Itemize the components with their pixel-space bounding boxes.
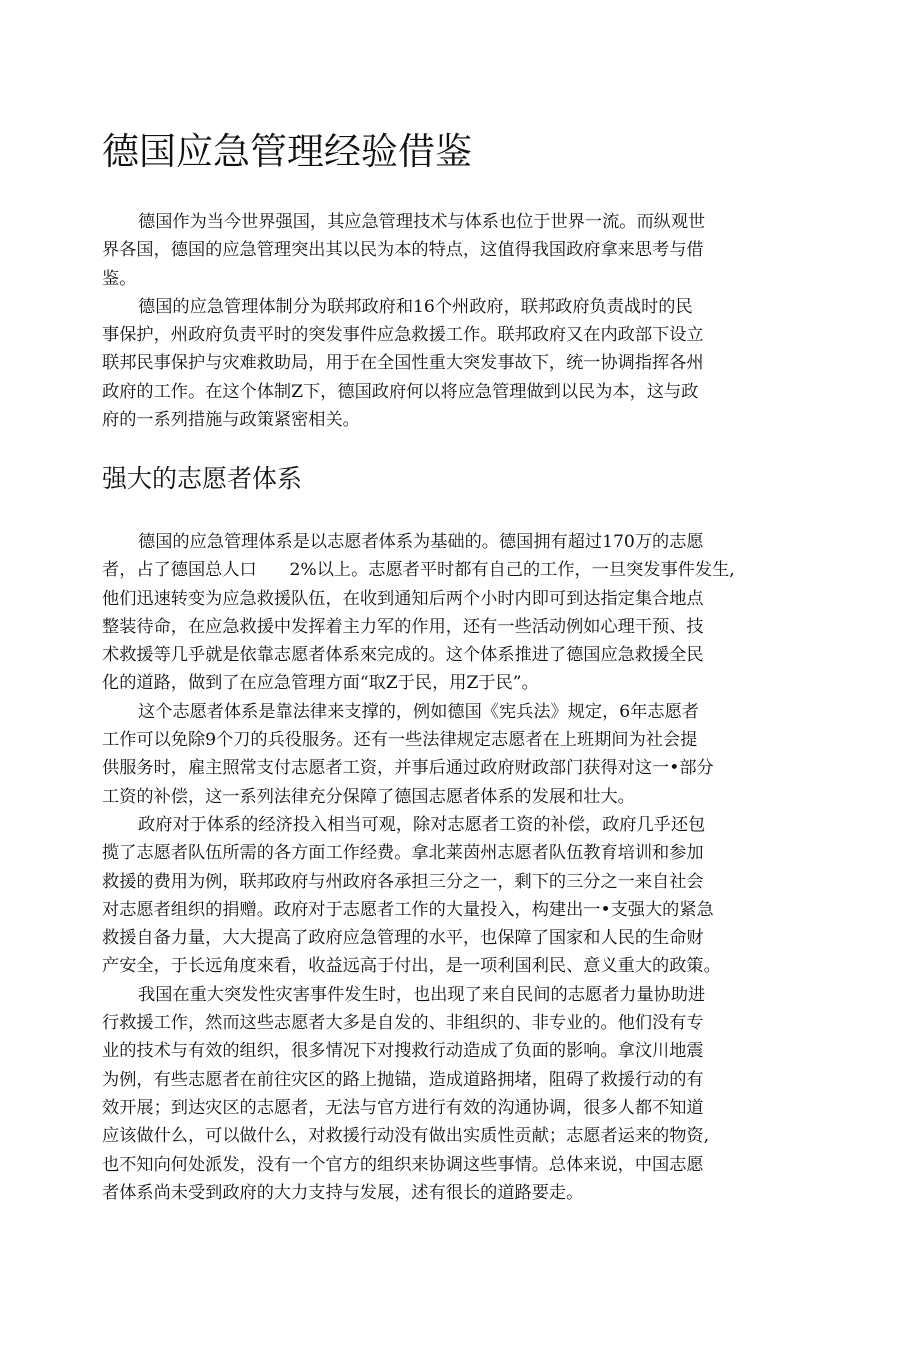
text-line: 工资的补偿，这一系列法律充分保障了德国志愿者体系的发展和壮大。 [102, 786, 635, 807]
text-line: 供服务时，雇主照常支付志愿者工资，并事后通过政府财政部门获得对这一•部分 [102, 758, 714, 779]
text-line: 化的道路，做到了在应急管理方面“取Z于民，用Z于民”。 [102, 673, 539, 694]
section1-paragraph-2 [102, 698, 818, 811]
text-line: 德国的应急管理体制分为联邦政府和16个州政府，联邦政府负责战时的民 [138, 296, 693, 317]
section1-paragraph-4 [102, 981, 818, 1207]
text-line: 整装待命，在应急救援中发挥着主力军的作用，还有一些活动例如心理干预、技 [102, 616, 704, 637]
text-line: 德国的应急管理体系是以志愿者体系为基础的。德国拥有超过170万的志愿 [138, 532, 704, 552]
text-line: 产安全，于长远角度來看，收益远高于付出，是一项利国利民、意义重大的政策。 [102, 956, 721, 977]
text-line: 者，占了德国总人口 2%以上。志愿者平时都有自己的工作，一旦突发事件发生, [102, 560, 735, 581]
section1-paragraph-1 [102, 528, 818, 698]
text-line: 政府的工作。在这个体制Z下，德国政府何以将应急管理做到以民为本，这与政 [102, 381, 699, 402]
text-line: 为例，有些志愿者在前往灾区的路上抛锚，造成道路拥堵，阻碍了救援行动的有 [102, 1069, 704, 1090]
text-line: 这个志愿者体系是靠法律来支撑的，例如德国《宪兵法》规定，6年志愿者 [138, 701, 699, 722]
section1-paragraph-3 [102, 811, 818, 981]
text-line: 我国在重大突发性灾害事件发生时，也出现了来自民间的志愿者力量协助进 [138, 984, 706, 1005]
document-title: 德国应急管理经验借鉴 [102, 130, 472, 173]
text-line: 者体系尚未受到政府的大力支持与发展，述有很长的道路要走。 [102, 1182, 584, 1203]
text-line: 工作可以免除9个刀的兵役服务。还有一些法律规定志愿者在上班期间为社会提 [102, 730, 698, 751]
volunteer-section-body [102, 528, 818, 1207]
text-line: 业的技术与有效的组织，很多情况下对搜救行动造成了负面的影响。拿汶川地震 [102, 1041, 704, 1062]
intro-paragraph-2 [102, 293, 818, 434]
text-line: 事保护，州政府负责平时的突发事件应急救援工作。联邦政府又在内政部下设立 [102, 325, 704, 346]
text-line: 也不知向何处派发，没有一个官方的组织来协调这些事情。总体来说，中国志愿 [102, 1154, 704, 1175]
text-line: 揽了志愿者队伍所需的各方面工作经费。拿北莱茵州志愿者队伍教育培训和参加 [102, 843, 704, 864]
intro-paragraph-1 [102, 208, 818, 293]
text-line: 德国作为当今世界强国，其应急管理技术与体系也位于世界一流。而纵观世 [138, 212, 706, 232]
text-line: 救援的费用为例，联邦政府与州政府各承担三分之一，剩下的三分之一来自社会 [102, 871, 704, 892]
text-line: 术救援等几乎就是依靠志愿者体系來完成的。这个体系推进了德国应急救援全民 [102, 645, 704, 666]
text-line: 府的一系列措施与政策紧密相关。 [102, 410, 360, 431]
text-line: 界各国，德国的应急管理突出其以民为本的特点，这值得我国政府拿来思考与借 [102, 240, 704, 261]
text-line: 联邦民事保护与灾难救助局，用于在全国性重大突发事故下，统一协调指挥各州 [102, 353, 704, 374]
text-line: 救援自备力量，大大提高了政府应急管理的水平，也保障了国家和人民的生命财 [102, 928, 704, 949]
section-heading-volunteer-system: 强大的志愿者体系 [102, 464, 303, 493]
text-line: 鉴。 [102, 268, 137, 289]
intro-section [102, 208, 818, 434]
text-line: 政府对于体系的经济投入相当可观，除对志愿者工资的补偿，政府几乎还包 [138, 814, 706, 835]
text-line: 他们迅速转变为应急救援队伍，在收到通知后两个小时内即可到达指定集合地点 [102, 588, 704, 609]
text-line: 效开展；到达灾区的志愿者，无法与官方进行有效的沟通协调，很多人都不知道 [102, 1097, 704, 1118]
text-line: 对志愿者组织的捐赠。政府对于志愿者工作的大量投入，构建出一•支强大的紧急 [102, 899, 714, 920]
text-line: 行救援工作，然而这些志愿者大多是自发的、非组织的、非专业的。他们没有专 [102, 1013, 704, 1034]
text-line: 应该做什么，可以做什么，对救援行动没有做出实质性贡献；志愿者运来的物资, [102, 1126, 710, 1147]
